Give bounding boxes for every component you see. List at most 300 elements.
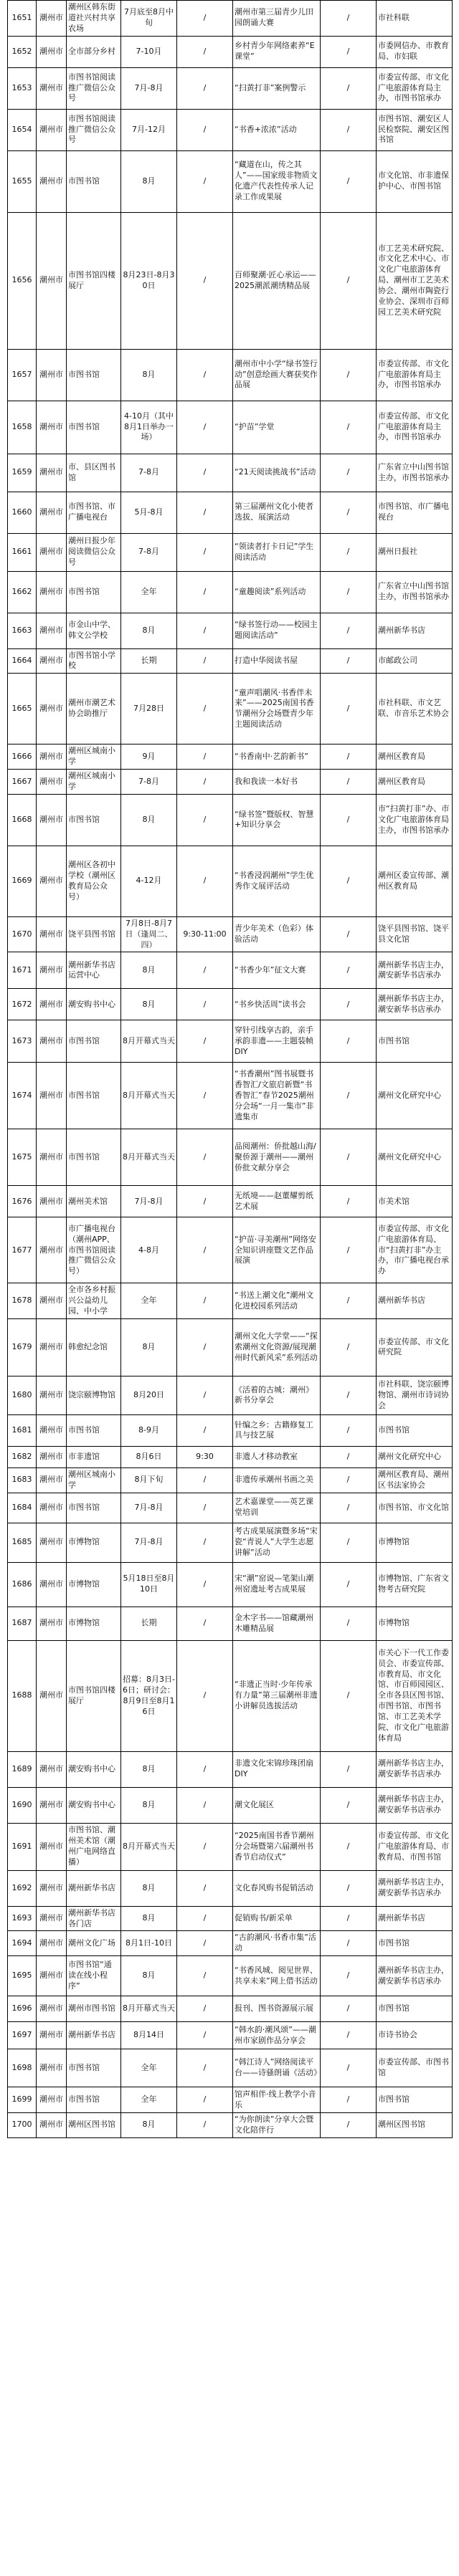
venue-cell: 潮州区各初中学校（潮州区教育局公众号）: [67, 846, 121, 916]
time-cell: /: [177, 1870, 233, 1906]
organizer-cell: 市博物馆: [377, 1607, 453, 1640]
row-number-cell: 1674: [8, 1063, 37, 1129]
row-number-cell: 1672: [8, 989, 37, 1020]
time-cell: /: [177, 1906, 233, 1931]
time-cell: /: [177, 109, 233, 150]
venue-cell: 市图书馆: [67, 571, 121, 613]
date-cell: 7月-8月: [121, 67, 177, 109]
area-cell: /: [321, 1217, 377, 1283]
area-cell: /: [321, 1787, 377, 1823]
date-cell: 8月开幕式当天: [121, 1063, 177, 1129]
city-cell: 潮州市: [37, 1283, 67, 1319]
event-name-cell: 金木字书——馆藏潮州木雕精品展: [233, 1607, 321, 1640]
area-cell: /: [321, 1751, 377, 1787]
date-cell: 5月18日至8月10日: [121, 1562, 177, 1607]
venue-cell: 全市部分乡村: [67, 36, 121, 67]
area-cell: /: [321, 1376, 377, 1414]
date-cell: 8月: [121, 613, 177, 648]
venue-cell: 市图书馆: [67, 401, 121, 454]
organizer-cell: 市文化馆、市非遗保护中心、市图书馆: [377, 150, 453, 212]
venue-cell: 潮州区城南小学: [67, 770, 121, 795]
time-cell: /: [177, 613, 233, 648]
date-cell: 8月: [121, 1751, 177, 1787]
venue-cell: 潮安购书中心: [67, 989, 121, 1020]
city-cell: 潮州市: [37, 454, 67, 492]
row-number-cell: 1659: [8, 454, 37, 492]
table-row: [8, 1217, 453, 1283]
row-number-cell: 1694: [8, 1931, 37, 1956]
city-cell: 潮州市: [37, 1562, 67, 1607]
time-cell: /: [177, 648, 233, 674]
event-name-cell: 打造中华阅读书屋: [233, 648, 321, 674]
area-cell: /: [321, 1870, 377, 1906]
venue-cell: 市图书馆: [67, 1063, 121, 1129]
date-cell: 8月14日: [121, 2022, 177, 2049]
venue-cell: 潮安购书中心: [67, 1751, 121, 1787]
table-row: [8, 2022, 453, 2049]
date-cell: 长期: [121, 648, 177, 674]
event-name-cell: “书乡快活周”读书会: [233, 989, 321, 1020]
city-cell: 潮州市: [37, 1318, 67, 1376]
venue-cell: 市博物馆: [67, 1562, 121, 1607]
area-cell: /: [321, 1931, 377, 1956]
time-cell: /: [177, 492, 233, 533]
time-cell: /: [177, 1931, 233, 1956]
time-cell: /: [177, 2022, 233, 2049]
table-row: [8, 1467, 453, 1493]
venue-cell: 潮州美术馆: [67, 1186, 121, 1217]
city-cell: 潮州市: [37, 1751, 67, 1787]
event-name-cell: “韩水韵·潮风颂”——潮州市家剧作品分享会: [233, 2022, 321, 2049]
area-cell: /: [321, 770, 377, 795]
table-row: [8, 1414, 453, 1446]
date-cell: 9月: [121, 744, 177, 770]
event-name-cell: “21天阅读挑战书”活动: [233, 454, 321, 492]
table-row: [8, 1956, 453, 1996]
organizer-cell: 潮州文化研究中心: [377, 1063, 453, 1129]
venue-cell: 潮安购书中心: [67, 1787, 121, 1823]
row-number-cell: 1680: [8, 1376, 37, 1414]
row-number-cell: 1681: [8, 1414, 37, 1446]
row-number-cell: 1651: [8, 1, 37, 37]
time-cell: /: [177, 67, 233, 109]
organizer-cell: 市工艺美术研究院、市文化艺术中心、市文化广电旅游体育局、潮州市工艺美术协会、潮州市陶瓷行业协会、深圳市百师园工艺美术研究院: [377, 212, 453, 349]
organizer-cell: 市图书馆: [377, 1414, 453, 1446]
city-cell: 潮州市: [37, 1493, 67, 1523]
table-row: [8, 846, 453, 916]
event-name-cell: 品阅潮州：侨批越山海/聚侨源于潮州——潮州侨批文献分享会: [233, 1129, 321, 1186]
venue-cell: 潮州市图书馆: [67, 1996, 121, 2022]
row-number-cell: 1663: [8, 613, 37, 648]
organizer-cell: 市委网信办、市教育局、市妇联: [377, 36, 453, 67]
venue-cell: 潮州区韩东街道社兴村共享农场: [67, 1, 121, 37]
area-cell: /: [321, 648, 377, 674]
date-cell: 8月: [121, 1787, 177, 1823]
date-cell: 8月开幕式当天: [121, 1996, 177, 2022]
row-number-cell: 1673: [8, 1020, 37, 1063]
table-row: [8, 916, 453, 952]
time-cell: /: [177, 1186, 233, 1217]
city-cell: 潮州市: [37, 492, 67, 533]
venue-cell: 市、县区图书馆: [67, 454, 121, 492]
event-name-cell: 考古成果展演暨多场“宋瓷“青说人”大学生志愿讲解”活动: [233, 1523, 321, 1562]
organizer-cell: 潮州新华书店主办，潮安新华书店承办: [377, 1870, 453, 1906]
table-row: [8, 1186, 453, 1217]
table-row: [8, 1318, 453, 1376]
area-cell: /: [321, 1562, 377, 1607]
area-cell: /: [321, 1446, 377, 1467]
table-row: [8, 744, 453, 770]
row-number-cell: 1660: [8, 492, 37, 533]
event-name-cell: “古韵潮风·书香市集”活动: [233, 1931, 321, 1956]
row-number-cell: 1657: [8, 349, 37, 401]
row-number-cell: 1667: [8, 770, 37, 795]
table-row: [8, 1823, 453, 1870]
city-cell: 潮州市: [37, 1607, 67, 1640]
event-name-cell: 潮州文化大学堂——“探索潮州文化资源/展现潮州时代新风采”系列活动: [233, 1318, 321, 1376]
table-row: [8, 1446, 453, 1467]
venue-cell: 市图书馆小学校: [67, 648, 121, 674]
venue-cell: 潮州文化广场: [67, 1931, 121, 1956]
table-row: [8, 150, 453, 212]
event-name-cell: “韩江诗人”网络阅读平台——诗骚朗诵《活动》: [233, 2049, 321, 2087]
table-row: [8, 1063, 453, 1129]
area-cell: /: [321, 2113, 377, 2138]
event-name-cell: 报刊、图书资源展示展: [233, 1996, 321, 2022]
venue-cell: 市广播电视台（潮州APP、市图书馆阅读推广微信公众号）: [67, 1217, 121, 1283]
table-row: [8, 109, 453, 150]
date-cell: 7月底至8月中旬: [121, 1, 177, 37]
venue-cell: 市图书馆: [67, 1129, 121, 1186]
table-row: [8, 1870, 453, 1906]
event-schedule-sheet: [7, 0, 452, 2138]
time-cell: /: [177, 794, 233, 846]
event-name-cell: 《活着的古城：潮州》新书分享会: [233, 1376, 321, 1414]
venue-cell: 全市各乡村振兴公益幼儿园、中小学: [67, 1283, 121, 1319]
table-row: [8, 648, 453, 674]
venue-cell: 市图书馆: [67, 2087, 121, 2113]
organizer-cell: 市委宣传部、市文化研究院: [377, 1318, 453, 1376]
venue-cell: 市图书馆: [67, 150, 121, 212]
event-name-cell: “书香风城、阅见世界、共享未来”网上借书活动: [233, 1956, 321, 1996]
venue-cell: 潮州区图书馆: [67, 2113, 121, 2138]
area-cell: /: [321, 1956, 377, 1996]
row-number-cell: 1671: [8, 952, 37, 989]
city-cell: 潮州市: [37, 1823, 67, 1870]
time-cell: /: [177, 533, 233, 571]
event-name-cell: 潮州市第三届青少儿田园朗诵大赛: [233, 1, 321, 37]
date-cell: 4-10月（其中8月1日举办一场）: [121, 401, 177, 454]
city-cell: 潮州市: [37, 1931, 67, 1956]
time-cell: /: [177, 1787, 233, 1823]
area-cell: /: [321, 1186, 377, 1217]
row-number-cell: 1697: [8, 2022, 37, 2049]
row-number-cell: 1686: [8, 1562, 37, 1607]
organizer-cell: 潮州文化研究中心: [377, 1446, 453, 1467]
city-cell: 潮州市: [37, 1996, 67, 2022]
row-number-cell: 1677: [8, 1217, 37, 1283]
time-cell: /: [177, 150, 233, 212]
venue-cell: 市图书馆“通读在线小程序”: [67, 1956, 121, 1996]
organizer-cell: 潮州区教育局: [377, 744, 453, 770]
time-cell: /: [177, 571, 233, 613]
time-cell: /: [177, 1318, 233, 1376]
area-cell: /: [321, 1640, 377, 1751]
area-cell: /: [321, 1129, 377, 1186]
time-cell: /: [177, 770, 233, 795]
city-cell: 潮州市: [37, 846, 67, 916]
date-cell: 7月8日-8月7日（逢周二、四）: [121, 916, 177, 952]
organizer-cell: 市社科联、市文艺联、市音乐艺术协会: [377, 674, 453, 744]
venue-cell: 市图书馆四楼展厅: [67, 1640, 121, 1751]
event-name-cell: “童趣阅读”系列活动: [233, 571, 321, 613]
date-cell: 8月下旬: [121, 1467, 177, 1493]
organizer-cell: 广东省立中山图书馆主办，市图书馆承办: [377, 454, 453, 492]
event-name-cell: 潮州市中小学“绿书签行动”创意绘画大赛获奖作品展: [233, 349, 321, 401]
area-cell: /: [321, 1, 377, 37]
row-number-cell: 1696: [8, 1996, 37, 2022]
area-cell: /: [321, 846, 377, 916]
organizer-cell: 市诗书协会: [377, 2022, 453, 2049]
city-cell: 潮州市: [37, 1217, 67, 1283]
row-number-cell: 1658: [8, 401, 37, 454]
time-cell: /: [177, 1467, 233, 1493]
area-cell: /: [321, 1523, 377, 1562]
date-cell: 8-9月: [121, 1414, 177, 1446]
table-row: [8, 2049, 453, 2087]
time-cell: /: [177, 1376, 233, 1414]
city-cell: 潮州市: [37, 1020, 67, 1063]
event-name-cell: 非遗文化宋锦珍珠团扇DIY: [233, 1751, 321, 1787]
date-cell: 8月: [121, 1906, 177, 1931]
organizer-cell: 潮州新华书店主办，潮安新华书店承办: [377, 952, 453, 989]
event-name-cell: 无纸境——赵董耀剪纸艺术展: [233, 1186, 321, 1217]
city-cell: 潮州市: [37, 1186, 67, 1217]
table-row: [8, 2113, 453, 2138]
area-cell: /: [321, 1906, 377, 1931]
event-name-cell: “绿书签”暨版权、智慧+知识分享会: [233, 794, 321, 846]
area-cell: /: [321, 1823, 377, 1870]
area-cell: /: [321, 1063, 377, 1129]
row-number-cell: 1670: [8, 916, 37, 952]
city-cell: 潮州市: [37, 1906, 67, 1931]
table-row: [8, 36, 453, 67]
organizer-cell: 潮州区委宣传部、潮州区教育局: [377, 846, 453, 916]
row-number-cell: 1679: [8, 1318, 37, 1376]
time-cell: /: [177, 2113, 233, 2138]
area-cell: /: [321, 2087, 377, 2113]
time-cell: /: [177, 1956, 233, 1996]
date-cell: 4-8月: [121, 1217, 177, 1283]
organizer-cell: 市图书馆、市文化馆: [377, 1493, 453, 1523]
organizer-cell: 潮州新华书店主办，潮安新华书店承办: [377, 1956, 453, 1996]
area-cell: /: [321, 744, 377, 770]
venue-cell: 市图书馆、潮州美术馆（潮州广电网络直播）: [67, 1823, 121, 1870]
row-number-cell: 1691: [8, 1823, 37, 1870]
time-cell: /: [177, 952, 233, 989]
city-cell: 潮州市: [37, 648, 67, 674]
city-cell: 潮州市: [37, 67, 67, 109]
venue-cell: 市非遗馆: [67, 1446, 121, 1467]
venue-cell: 市金山中学、韩文公学校: [67, 613, 121, 648]
city-cell: 潮州市: [37, 533, 67, 571]
organizer-cell: 市委宣传部、市文化广电旅游体育局主办，市图书馆承办: [377, 401, 453, 454]
organizer-cell: 市美术馆: [377, 1186, 453, 1217]
date-cell: 8月20日: [121, 1376, 177, 1414]
date-cell: 7-8月: [121, 454, 177, 492]
event-name-cell: “书香+浓浓”活动: [233, 109, 321, 150]
event-name-cell: “藏道在山，传之其人”——国家级非物质文化遗产代表性传承人记录工作成果展: [233, 150, 321, 212]
event-name-cell: 百师聚潮·匠心承运——2025潮派潮绣精品展: [233, 212, 321, 349]
organizer-cell: 市委宣传部、市文化广电旅游体育局主办，市图书馆承办: [377, 67, 453, 109]
area-cell: /: [321, 212, 377, 349]
time-cell: /: [177, 1640, 233, 1751]
organizer-cell: 市图书馆: [377, 2087, 453, 2113]
time-cell: /: [177, 349, 233, 401]
city-cell: 潮州市: [37, 1787, 67, 1823]
city-cell: 潮州市: [37, 1956, 67, 1996]
date-cell: 8月: [121, 1870, 177, 1906]
event-name-cell: “护苗·寻美潮州”网络安全知识讲座暨文艺作品展演: [233, 1217, 321, 1283]
row-number-cell: 1661: [8, 533, 37, 571]
date-cell: 8月: [121, 1318, 177, 1376]
table-row: [8, 952, 453, 989]
row-number-cell: 1699: [8, 2087, 37, 2113]
city-cell: 潮州市: [37, 2022, 67, 2049]
area-cell: /: [321, 67, 377, 109]
event-name-cell: “领读者打卡日记”学生阅读活动: [233, 533, 321, 571]
table-row: [8, 1020, 453, 1063]
area-cell: /: [321, 109, 377, 150]
date-cell: 8月开幕式当天: [121, 1823, 177, 1870]
table-row: [8, 1129, 453, 1186]
time-cell: /: [177, 2049, 233, 2087]
date-cell: 招募：8月3日-6日；研讨会：8月9日至8月16日: [121, 1640, 177, 1751]
area-cell: /: [321, 1607, 377, 1640]
event-name-cell: 非遗人才移动教室: [233, 1446, 321, 1467]
event-name-cell: “扫黄打非”案例警示: [233, 67, 321, 109]
venue-cell: 市图书馆: [67, 2049, 121, 2087]
organizer-cell: 潮州区教育局、潮州区书法家协会: [377, 1467, 453, 1493]
organizer-cell: 市邮政公司: [377, 648, 453, 674]
city-cell: 潮州市: [37, 1129, 67, 1186]
row-number-cell: 1666: [8, 744, 37, 770]
event-name-cell: 乡村青少年网络素养“E课堂”: [233, 36, 321, 67]
organizer-cell: 潮州新华书店主办，潮安新华书店承办: [377, 1751, 453, 1787]
area-cell: /: [321, 2022, 377, 2049]
venue-cell: 潮州新华书店: [67, 1870, 121, 1906]
event-name-cell: 非遗传承潮州书画之美: [233, 1467, 321, 1493]
organizer-cell: 市图书馆: [377, 1996, 453, 2022]
venue-cell: 潮州新华书店各门店: [67, 1906, 121, 1931]
city-cell: 潮州市: [37, 349, 67, 401]
date-cell: 7月28日: [121, 674, 177, 744]
table-row: [8, 2087, 453, 2113]
row-number-cell: 1695: [8, 1956, 37, 1996]
event-name-cell: 穿针引线享古韵，亲手承韵非遗——主题装帧DIY: [233, 1020, 321, 1063]
organizer-cell: 市“扫黄打非”办、市文化广电旅游体育局主办，市图书馆承办: [377, 794, 453, 846]
date-cell: 8月: [121, 1956, 177, 1996]
venue-cell: 潮州新华书店: [67, 2022, 121, 2049]
row-number-cell: 1685: [8, 1523, 37, 1562]
time-cell: /: [177, 1414, 233, 1446]
city-cell: 潮州市: [37, 1870, 67, 1906]
time-cell: /: [177, 1607, 233, 1640]
time-cell: 9:30-11:00: [177, 916, 233, 952]
date-cell: 全年: [121, 2087, 177, 2113]
table-row: [8, 1523, 453, 1562]
city-cell: 潮州市: [37, 1376, 67, 1414]
table-row: [8, 1493, 453, 1523]
date-cell: 8月: [121, 794, 177, 846]
date-cell: 8月6日: [121, 1446, 177, 1467]
organizer-cell: 市委宣传部、市文化广电旅游体育局主办，市图书馆承办: [377, 349, 453, 401]
time-cell: /: [177, 212, 233, 349]
city-cell: 潮州市: [37, 401, 67, 454]
area-cell: /: [321, 613, 377, 648]
venue-cell: 市博物馆: [67, 1523, 121, 1562]
organizer-cell: 潮州新华书店: [377, 1906, 453, 1931]
row-number-cell: 1698: [8, 2049, 37, 2087]
table-row: [8, 1562, 453, 1607]
date-cell: 7月-8月: [121, 1523, 177, 1562]
city-cell: 潮州市: [37, 613, 67, 648]
venue-cell: 市图书馆: [67, 349, 121, 401]
date-cell: 8月1日-10日: [121, 1931, 177, 1956]
time-cell: /: [177, 454, 233, 492]
time-cell: /: [177, 1562, 233, 1607]
venue-cell: 市图书馆: [67, 1414, 121, 1446]
time-cell: /: [177, 1020, 233, 1063]
event-name-cell: “书香潮州”图书展暨书香智汇/文旅启新暨“书香智汇”春节2025潮州分会场“一月一集市”非遗集市: [233, 1063, 321, 1129]
city-cell: 潮州市: [37, 2087, 67, 2113]
city-cell: 潮州市: [37, 916, 67, 952]
event-name-cell: “书香少年”征文大赛: [233, 952, 321, 989]
row-number-cell: 1665: [8, 674, 37, 744]
date-cell: 8月开幕式当天: [121, 1020, 177, 1063]
city-cell: 潮州市: [37, 109, 67, 150]
city-cell: 潮州市: [37, 770, 67, 795]
area-cell: /: [321, 1493, 377, 1523]
organizer-cell: 市图书馆、潮安区人民检察院、潮安区图书馆: [377, 109, 453, 150]
date-cell: 7月-8月: [121, 1493, 177, 1523]
event-name-cell: 潮文化展区: [233, 1787, 321, 1823]
row-number-cell: 1676: [8, 1186, 37, 1217]
organizer-cell: 市委宣传部、市文化广电旅游体育局、市教育局、市图书馆: [377, 1823, 453, 1870]
date-cell: 4-12月: [121, 846, 177, 916]
city-cell: 潮州市: [37, 952, 67, 989]
venue-cell: 市图书馆阅读推广微信公众号: [67, 109, 121, 150]
row-number-cell: 1669: [8, 846, 37, 916]
row-number-cell: 1693: [8, 1906, 37, 1931]
time-cell: 9:30: [177, 1446, 233, 1467]
organizer-cell: 市关心下一代工作委员会、市委宣传部、市教育局、市文化馆、市百师园园区、全市各县区图书馆、市图书馆、市图书馆、市工艺美术学院、市文化广电旅游体育局: [377, 1640, 453, 1751]
time-cell: /: [177, 989, 233, 1020]
venue-cell: 潮州新华书店运营中心: [67, 952, 121, 989]
venue-cell: 市图书馆四楼展厅: [67, 212, 121, 349]
date-cell: 7-10月: [121, 36, 177, 67]
date-cell: 全年: [121, 2049, 177, 2087]
date-cell: 8月: [121, 150, 177, 212]
table-row: [8, 67, 453, 109]
row-number-cell: 1684: [8, 1493, 37, 1523]
time-cell: /: [177, 1063, 233, 1129]
date-cell: 全年: [121, 1283, 177, 1319]
table-row: [8, 770, 453, 795]
organizer-cell: 市图书馆、市广播电视台: [377, 492, 453, 533]
event-name-cell: 针编之乡：古籍修复工具与技艺展: [233, 1414, 321, 1446]
row-number-cell: 1653: [8, 67, 37, 109]
